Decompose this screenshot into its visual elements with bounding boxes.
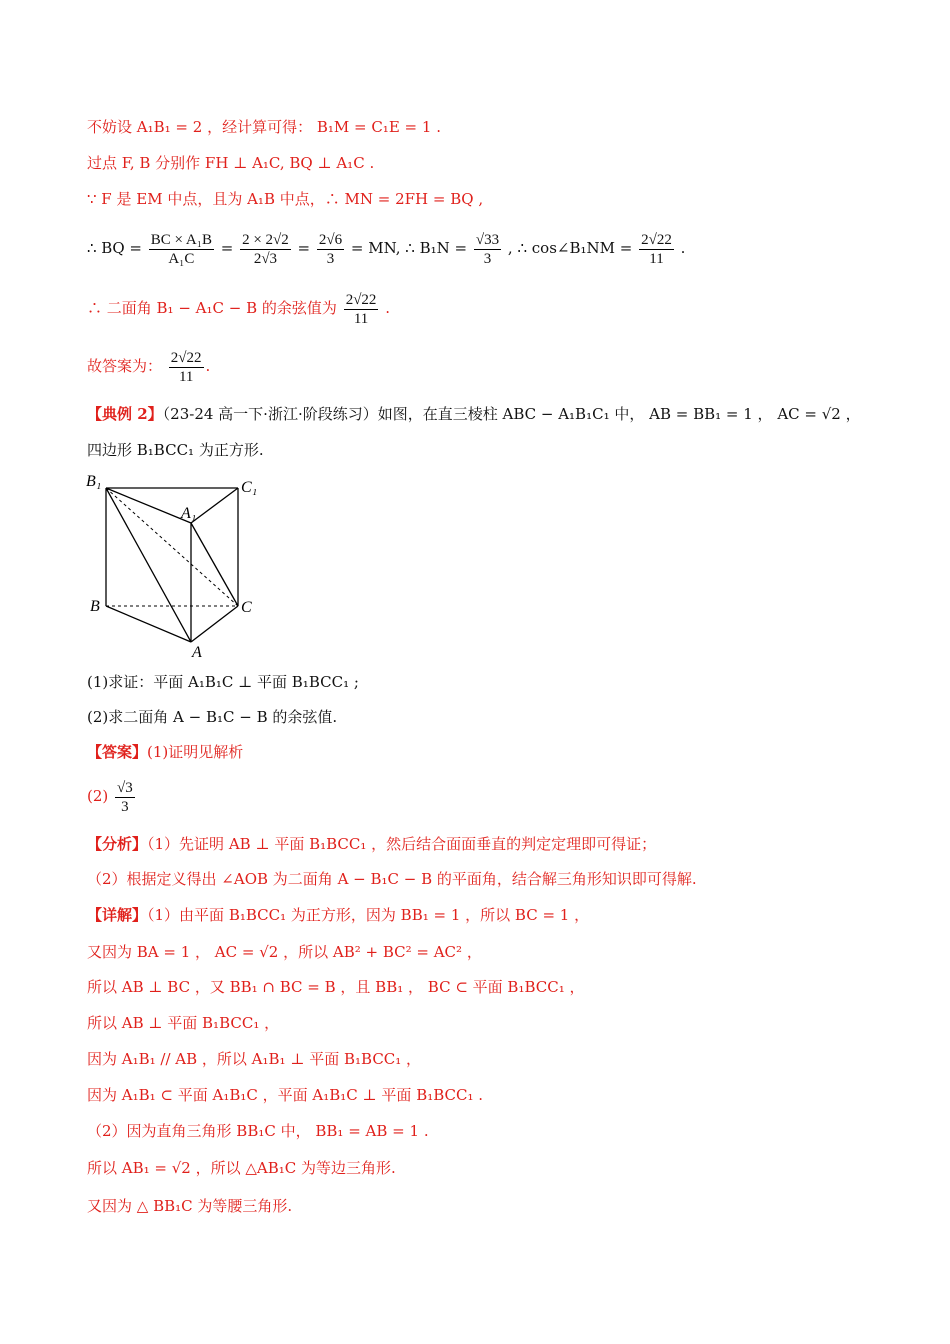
detail-line xyxy=(87,905,589,925)
denominator: 3 xyxy=(121,798,129,815)
denominator: 3 xyxy=(483,250,492,267)
fraction xyxy=(474,231,501,268)
formula-text: ∴ BQ = xyxy=(87,239,142,257)
formula-line: ∴ 二面角 B₁ − A₁C − B 的余弦值为 $\frac{2√22}{11}$ . xyxy=(87,291,390,327)
edge-b1a1 xyxy=(106,488,191,523)
analysis-line xyxy=(87,834,656,854)
detail-line: 因为 A₁B₁ // AB ，所以 A₁B₁ ⊥ 平面 B₁BCC₁ ， xyxy=(87,1050,422,1068)
formula-text: ∴ 二面角 B₁ − A₁C − B 的余弦值为 xyxy=(87,299,337,317)
prism-figure xyxy=(84,470,274,660)
label-c: C xyxy=(241,599,252,616)
label-c1: C₁ xyxy=(241,479,258,496)
formula-text: 故答案为： xyxy=(87,357,163,375)
numerator: 2√22 xyxy=(641,231,672,248)
denominator: 11 xyxy=(178,368,194,385)
denominator: 11 xyxy=(649,250,664,267)
hidden-edge-b1c xyxy=(106,488,238,606)
fraction xyxy=(317,231,344,268)
text-line: 不妨设 A₁B₁ = 2 ，经计算可得： B₁M = C₁E = 1 . xyxy=(87,118,441,136)
numerator: 2√6 xyxy=(318,231,343,248)
example-heading xyxy=(87,404,861,424)
numerator: 2 × 2√2 xyxy=(242,231,289,248)
question-2: (2)求二面角 A − B₁C − B 的余弦值. xyxy=(87,708,338,726)
denominator: 11 xyxy=(353,310,369,327)
fraction xyxy=(149,231,214,268)
label-b1: B₁ xyxy=(86,473,102,490)
edge-a1c1 xyxy=(191,488,238,523)
numerator: √33 xyxy=(475,231,500,248)
text-line: 过点 F, B 分别作 FH ⊥ A₁C, BQ ⊥ A₁C . xyxy=(87,154,375,172)
answer-label: (2) xyxy=(87,787,109,805)
formula-text: = MN, ∴ B₁N = xyxy=(350,239,468,257)
fraction xyxy=(639,231,674,268)
text-line: ∵ F 是 EM 中点，且为 A₁B 中点，∴ MN = 2FH = BQ , xyxy=(87,190,484,208)
fraction xyxy=(344,291,379,328)
example-text: （23-24 高一下·浙江·阶段练习）如图，在直三棱柱 ABC − A₁B₁C₁ 中， AB = BB₁ = 1 ， AC = √2 ， xyxy=(162,405,861,423)
label-b: B xyxy=(90,598,100,615)
analysis-line: （2）根据定义得出 ∠AOB 为二面角 A − B₁C − B 的平面角，结合解三角形知识即可得解. xyxy=(87,870,697,888)
numerator: √3 xyxy=(117,779,133,796)
denominator: 2√3 xyxy=(253,250,278,267)
numerator: 2√22 xyxy=(345,291,377,308)
formula-line: ∴ BQ = $\frac{\text{BC × A₁B}}{\text{A₁C}}$ = $\frac{2 \times 2√2}{2√3}$ = $\frac{2√6}{3}$ = MN, ∴ B₁N = $\frac{√33}{3}$ , ∴ cos∠B₁NM = $\frac{2√22}{11}$ . xyxy=(87,231,686,267)
detail-line: 又因为 △ BB₁C 为等腰三角形. xyxy=(87,1197,293,1215)
detail-line: （2）因为直角三角形 BB₁C 中， BB₁ = AB = 1 . xyxy=(87,1122,429,1140)
edge-ba xyxy=(106,606,191,642)
analysis-tag: 【分析】 xyxy=(87,835,148,853)
answer-line xyxy=(87,776,137,816)
detail-line: 又因为 BA = 1 ， AC = √2 ，所以 AB² + BC² = AC² ， xyxy=(87,943,482,961)
answer-tag: 【答案】 xyxy=(87,743,148,761)
answer-line xyxy=(87,742,243,762)
fraction xyxy=(169,349,204,386)
fraction xyxy=(240,231,291,268)
edge-b1a xyxy=(106,488,191,642)
label-a1: A₁ xyxy=(181,505,197,522)
text-line: 四边形 B₁BCC₁ 为正方形. xyxy=(87,441,264,459)
denominator: 3 xyxy=(326,250,335,267)
detail-line: 因为 A₁B₁ ⊂ 平面 A₁B₁C ，平面 A₁B₁C ⊥ 平面 B₁BCC₁ . xyxy=(87,1086,484,1104)
detail-text: （1）由平面 B₁BCC₁ 为正方形，因为 BB₁ = 1 ，所以 BC = 1 ， xyxy=(147,906,590,924)
detail-tag: 【详解】 xyxy=(87,906,148,924)
numerator: BC × A₁B xyxy=(150,231,212,248)
formula-line: 故答案为： $\frac{2√22}{11}$ . xyxy=(87,349,211,385)
edge-ac xyxy=(191,606,238,642)
denominator: A₁C xyxy=(168,250,195,267)
fraction xyxy=(115,779,135,816)
answer-text: (1)证明见解析 xyxy=(147,743,244,761)
detail-line: 所以 AB ⊥ BC ，又 BB₁ ∩ BC = B ，且 BB₁ ， BC ⊂ 平面 B₁BCC₁ ， xyxy=(87,978,585,996)
analysis-text: （1）先证明 AB ⊥ 平面 B₁BCC₁ ，然后结合面面垂直的判定定理即可得证； xyxy=(147,835,657,853)
edge-a1c xyxy=(191,523,238,606)
detail-line: 所以 AB₁ = √2 ，所以 △AB₁C 为等边三角形. xyxy=(87,1159,396,1177)
question-1: (1)求证：平面 A₁B₁C ⊥ 平面 B₁BCC₁ ; xyxy=(87,673,359,691)
detail-line: 所以 AB ⊥ 平面 B₁BCC₁ ， xyxy=(87,1014,280,1032)
example-tag: 【典例 2】 xyxy=(87,405,163,423)
formula-text: , ∴ cos∠B₁NM = xyxy=(507,239,633,257)
label-a: A xyxy=(192,644,202,660)
numerator: 2√22 xyxy=(170,349,202,366)
